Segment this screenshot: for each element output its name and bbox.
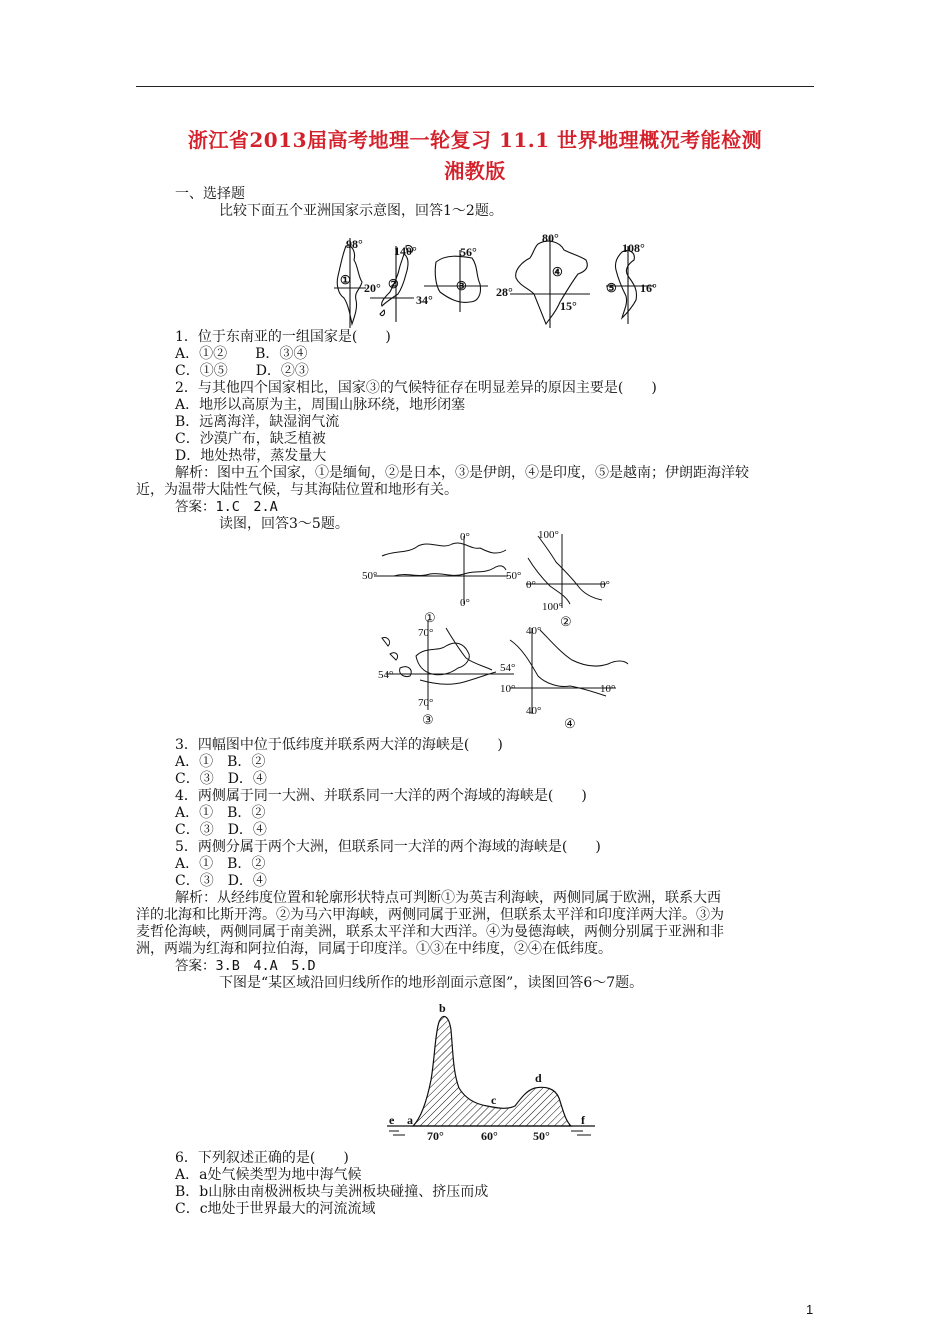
fig1-label-20: 20° xyxy=(364,281,381,295)
fig1-country-4: ④ xyxy=(552,265,563,279)
fig3-lon-70: 70° xyxy=(427,1129,444,1143)
fig2-2-lat-left: 0° xyxy=(526,579,536,591)
analysis-2-line3: 麦哲伦海峡，两侧同属于南美洲，联系太平洋和大西洋。④为曼德海峡，两侧分别属于亚洲和非 xyxy=(136,924,724,940)
fig2-2-lat-right: 0° xyxy=(600,579,610,591)
header-rule xyxy=(136,86,814,87)
fig3-label-f: f xyxy=(581,1113,585,1127)
fig1-country-1: ① xyxy=(340,273,351,287)
fig3-label-e: e xyxy=(389,1113,395,1127)
analysis-1-line2: 近，为温带大陆性气候，与其海陆位置和地形有关。 xyxy=(136,482,458,498)
fig1-label-108: 108° xyxy=(622,241,645,255)
fig2-strait-3: ③ xyxy=(422,712,434,727)
intro-q6-7: 下图是“某区域沿回归线所作的地形剖面示意图”，读图回答6～7题。 xyxy=(219,975,644,991)
q6-stem: 6．下列叙述正确的是( ) xyxy=(175,1150,349,1166)
q2-option-b: B．远离海洋，缺湿润气流 xyxy=(175,414,340,430)
fig3-label-a: a xyxy=(407,1113,413,1127)
analysis-2-line2: 洋的北海和比斯开湾。②为马六甲海峡，两侧同属于亚洲，但联系太平洋和印度洋两大洋。③为 xyxy=(136,907,724,923)
q6-option-a: A．a处气候类型为地中海气候 xyxy=(175,1167,362,1183)
fig1-label-15: 15° xyxy=(560,299,577,313)
q1-options-cd: C．①⑤ D．②③ xyxy=(175,363,309,379)
fig2-1-lon-top: 0° xyxy=(460,531,470,543)
fig2-4-lat-bottom: 40° xyxy=(526,705,542,717)
q4-options-cd: C．③ D．④ xyxy=(175,822,267,838)
fig3-lon-60: 60° xyxy=(481,1129,498,1143)
q3-options-cd: C．③ D．④ xyxy=(175,771,267,787)
q1-options-ab: A．①② B．③④ xyxy=(175,346,308,362)
fig1-label-34: 34° xyxy=(416,293,433,307)
q2-option-c: C．沙漠广布，缺乏植被 xyxy=(175,431,326,447)
fig1-label-28: 28° xyxy=(496,285,513,299)
fig3-label-b: b xyxy=(439,1001,446,1015)
q6-option-c: C．c地处于世界最大的河流流域 xyxy=(175,1201,376,1217)
fig2-4-lon-left: 10° xyxy=(500,683,516,695)
fig1-label-140: 140° xyxy=(394,244,417,258)
answer-2: 答案：3.B 4.A 5.D xyxy=(175,958,316,974)
analysis-1-line1: 解析：图中五个国家，①是缅甸，②是日本，③是伊朗，④是印度，⑤是越南；伊朗距海洋较 xyxy=(175,465,749,481)
fig2-strait-1: ① xyxy=(424,610,436,625)
fig3-label-d: d xyxy=(535,1071,542,1085)
q3-options-ab: A．① B．② xyxy=(175,754,266,770)
q5-options-cd: C．③ D．④ xyxy=(175,873,267,889)
answer-1: 答案：1.C 2.A xyxy=(175,499,278,515)
q4-stem: 4．两侧属于同一大洲、并联系同一大洋的两个海域的海峡是( ) xyxy=(175,788,587,804)
q5-stem: 5．两侧分属于两个大洲，但联系同一大洋的两个海域的海峡是( ) xyxy=(175,839,601,855)
page-number: 1 xyxy=(806,1302,814,1317)
analysis-2-line4: 洲，两端为红海和阿拉伯海，同属于印度洋。①③在中纬度，②④在低纬度。 xyxy=(136,941,612,957)
fig2-strait-4: ④ xyxy=(564,716,576,731)
fig1-country-5: ⑤ xyxy=(606,281,617,295)
fig3-label-c: c xyxy=(491,1093,497,1107)
q1-stem: 1．位于东南亚的一组国家是( ) xyxy=(175,329,391,345)
q2-stem: 2．与其他四个国家相比，国家③的气候特征存在明显差异的原因主要是( ) xyxy=(175,380,657,396)
fig2-strait-2: ② xyxy=(560,614,572,629)
fig1-label-80: 80° xyxy=(542,232,559,245)
q2-option-a: A．地形以高原为主，周围山脉环绕，地形闭塞 xyxy=(175,397,466,413)
page-title: 浙江省2013届高考地理一轮复习 11.1 世界地理概况考能检测 xyxy=(187,128,763,152)
fig1-label-16: 16° xyxy=(640,281,657,295)
q5-options-ab: A．① B．② xyxy=(175,856,266,872)
fig2-1-lon-bottom: 0° xyxy=(460,597,470,609)
fig2-4-lat-top: 40° xyxy=(526,625,542,637)
figure-five-countries xyxy=(328,232,678,330)
fig2-1-lat-right: 50° xyxy=(506,570,522,582)
fig2-3-lat-bottom: 70° xyxy=(418,697,434,709)
fig2-2-lon-top: 100° xyxy=(538,529,559,541)
figure-terrain-profile xyxy=(383,1000,603,1148)
intro-q1-2: 比较下面五个亚洲国家示意图，回答1～2题。 xyxy=(219,203,503,219)
fig3-lon-50: 50° xyxy=(533,1129,550,1143)
fig2-4-lon-right: 10° xyxy=(600,683,616,695)
page-subtitle: 湘教版 xyxy=(444,159,506,183)
q3-stem: 3．四幅图中位于低纬度并联系两大洋的海峡是( ) xyxy=(175,737,503,753)
q4-options-ab: A．① B．② xyxy=(175,805,266,821)
figure-four-straits xyxy=(360,528,630,734)
fig1-label-98: 98° xyxy=(346,237,363,251)
q6-option-b: B．b山脉由南极洲板块与美洲板块碰撞、挤压而成 xyxy=(175,1184,489,1200)
intro-q3-5: 读图，回答3～5题。 xyxy=(219,516,349,532)
fig2-1-lat-left: 50° xyxy=(362,570,378,582)
section-heading: 一、选择题 xyxy=(175,186,245,202)
fig2-3-lon-left: 54° xyxy=(378,669,394,681)
fig2-3-lon-right: 54° xyxy=(500,662,516,674)
fig2-3-lat-top: 70° xyxy=(418,627,434,639)
q2-option-d: D．地处热带，蒸发量大 xyxy=(175,448,327,464)
fig1-country-2: ② xyxy=(388,277,399,291)
fig1-label-56: 56° xyxy=(460,245,477,259)
fig1-country-3: ③ xyxy=(456,279,467,293)
analysis-2-line1: 解析：从经纬度位置和轮廓形状特点可判断①为英吉利海峡，两侧同属于欧洲，联系大西 xyxy=(175,890,721,906)
fig2-2-lon-bottom: 100° xyxy=(542,601,563,613)
